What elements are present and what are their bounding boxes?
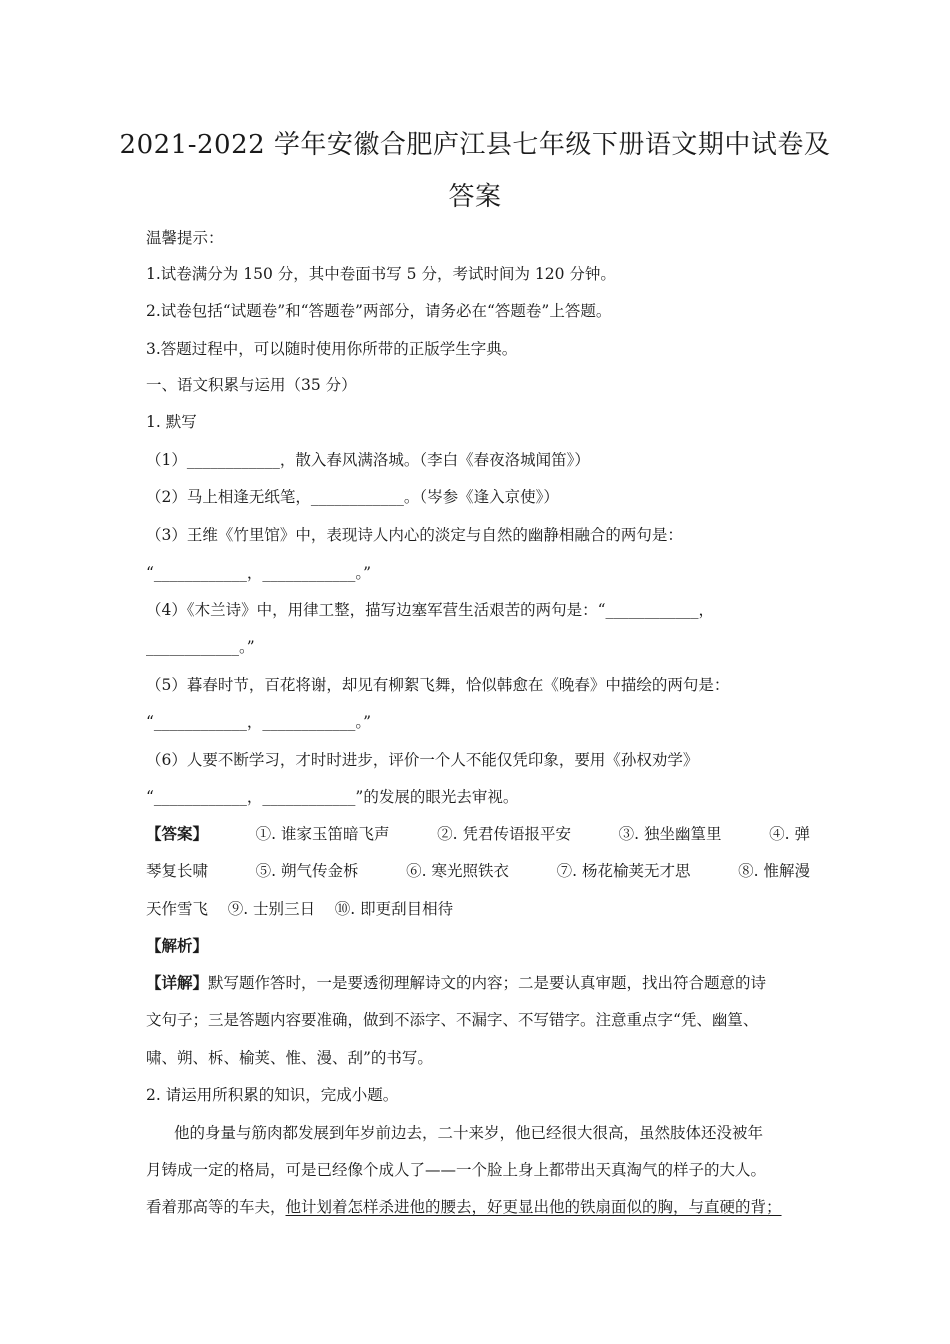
answer-item: ⑥. 寒光照铁衣 <box>406 862 509 880</box>
answer-item: ⑤. 朔气传金柝 <box>255 862 359 880</box>
document-title-line2: 答案 <box>448 182 502 212</box>
detail-line-1 <box>146 971 810 993</box>
q1-line-3: （3）王维《竹里馆》中，表现诗人内心的淡定与自然的幽静相融合的两句是： <box>146 526 683 544</box>
answer-item: ④. 弹 <box>769 825 810 843</box>
answer-item: ⑦. 杨花榆荚无才思 <box>556 862 691 880</box>
answer-row-1 <box>146 822 810 844</box>
q1-line-5: （4）《木兰诗》中，用律工整，描写边塞军营生活艰苦的两句是：“____________， <box>146 601 715 619</box>
detail-label: 【详解】 <box>146 973 209 992</box>
answer-item: ①. 谁家玉笛暗飞声 <box>255 825 390 843</box>
document-title-line1: 2021-2022 学年安徽合肥庐江县七年级下册语文期中试卷及 <box>119 130 831 160</box>
answer-item: ③. 独坐幽篁里 <box>618 825 722 843</box>
tips-heading: 温馨提示： <box>146 229 224 247</box>
underlined-sentence: 他计划着怎样杀进他的腰去，好更显出他的铁扇面似的胸，与直硬的背； <box>285 1198 782 1216</box>
section1-heading: 一、语文积累与运用（35 分） <box>146 376 357 394</box>
tip-item-2: 2.试卷包括“试题卷”和“答题卷”两部分，请务必在“答题卷”上答题。 <box>146 302 612 320</box>
q1-line-10: “____________，____________”的发展的眼光去审视。 <box>146 788 519 806</box>
q1-line-9: （6）人要不断学习，才时时进步，评价一个人不能仅凭印象，要用《孙权劝学》 <box>146 751 699 769</box>
answer-label: 【答案】 <box>146 824 209 843</box>
answer-item: 琴复长啸 <box>146 862 209 880</box>
q1-line-4: “____________，____________。” <box>146 564 372 582</box>
q1-stem: 1. 默写 <box>146 413 197 431</box>
q1-line-7: （5）暮春时节，百花将谢，却见有柳絮飞舞，恰似韩愈在《晚春》中描绘的两句是： <box>146 676 730 694</box>
passage-text: 看着那高等的车夫， <box>146 1198 286 1216</box>
q1-line-2: （2）马上相逢无纸笔，____________。（岑参《逢入京使》） <box>146 488 559 506</box>
q2-stem: 2. 请运用所积累的知识，完成小题。 <box>146 1086 399 1104</box>
q1-line-1: （1）____________，散入春风满洛城。（李白《春夜洛城闻笛》） <box>146 451 590 469</box>
answer-item: ②. 凭君传语报平安 <box>437 825 571 843</box>
detail-text: 默写题作答时，一是要透彻理解诗文的内容；二是要认真审题，找出符合题意的诗 <box>208 974 767 992</box>
answer-item: ⑧. 惟解漫 <box>738 862 810 880</box>
passage-line-1: 他的身量与筋肉都发展到年岁前边去，二十来岁，他已经很大很高，虽然肢体还没被年 <box>174 1124 764 1142</box>
answer-row-2 <box>146 859 810 881</box>
tip-item-3: 3.答题过程中，可以随时使用你所带的正版学生字典。 <box>146 340 518 358</box>
q1-line-6: ____________。” <box>146 638 255 656</box>
tip-item-1: 1.试卷满分为 150 分，其中卷面书写 5 分，考试时间为 120 分钟。 <box>146 265 616 283</box>
analysis-label: 【解析】 <box>146 936 209 955</box>
passage-line-3 <box>146 1195 810 1217</box>
passage-line-2: 月铸成一定的格局，可是已经像个成人了——一个脸上身上都带出天真淘气的样子的大人。 <box>146 1161 767 1179</box>
detail-line-2: 文句子；三是答题内容要准确，做到不添字、不漏字、不写错字。注意重点字“凭、幽篁、 <box>146 1011 759 1029</box>
q1-line-8: “____________，____________。” <box>146 713 372 731</box>
answer-row-3: 天作雪飞 ⑨. 士别三日 ⑩. 即更刮目相待 <box>146 900 454 918</box>
detail-line-3: 啸、朔、柝、榆荚、惟、漫、刮”的书写。 <box>146 1049 433 1067</box>
